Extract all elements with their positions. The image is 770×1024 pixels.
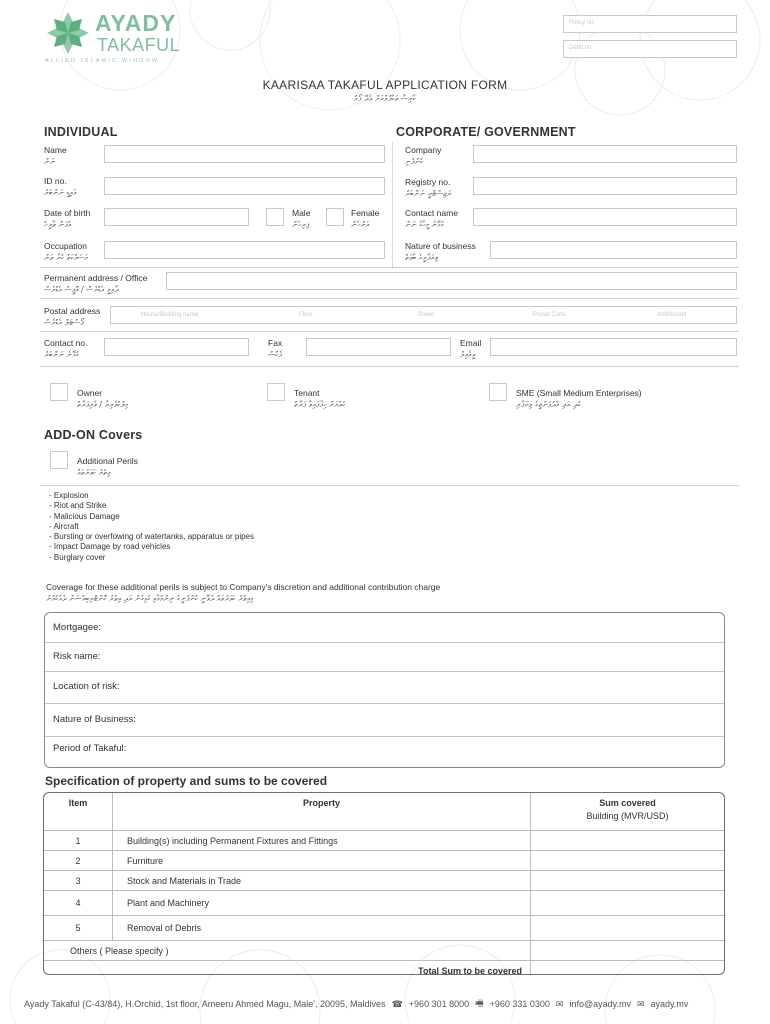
- contact-no-label: Contact no.: [44, 338, 88, 348]
- fax-field[interactable]: [306, 338, 451, 356]
- divider: [40, 331, 739, 332]
- individual-heading: INDIVIDUAL: [44, 125, 118, 139]
- additional-perils-checkbox[interactable]: [50, 451, 68, 469]
- policy-no-placeholder: Policy no.: [569, 20, 596, 26]
- total-label: Total Sum to be covered: [44, 961, 531, 976]
- additional-perils-label-dv: އިތުރު ކަވަރުތައް: [77, 468, 111, 477]
- divider: [40, 267, 739, 268]
- col-sum-subheader: Building (MVR/USD): [586, 811, 669, 821]
- dob-label-dv: އުފަން ތާރީޚު: [44, 220, 72, 229]
- brand-name: AYADY: [95, 10, 177, 36]
- table-row: [44, 941, 725, 961]
- footer-fax: +960 331 0300: [489, 999, 550, 1009]
- list-item: - Malicious Damage: [49, 511, 120, 521]
- company-field[interactable]: [473, 145, 737, 163]
- table-row: [44, 871, 725, 891]
- owner-label-dv: މިލްކުވެރިޔާ / ވެރިފަރާތް: [77, 400, 128, 409]
- contact-name-label-dv: ގުޅޭނެ މީހާގެ ނަން: [405, 220, 444, 229]
- postal-placeholder-atoll: Atoll/Island: [657, 312, 687, 318]
- nature-of-business-field[interactable]: [490, 241, 737, 259]
- mail-icon: ✉: [555, 998, 564, 1009]
- item-cell: 3: [44, 871, 113, 891]
- male-label-dv: ފިރިހެން: [292, 220, 310, 229]
- id-no-field[interactable]: [104, 177, 385, 195]
- male-checkbox[interactable]: [266, 208, 284, 226]
- occupation-label: Occupation: [44, 241, 87, 251]
- perils-list: [49, 491, 254, 563]
- brand-sub: TAKAFUL: [97, 35, 181, 55]
- corporate-heading: CORPORATE/ GOVERNMENT: [396, 125, 576, 139]
- table-row: [44, 851, 725, 871]
- item-cell: 1: [44, 831, 113, 851]
- coverage-note-dv: މިއިތުރު ކަވަރުތައް ދެވޭނީ ކުންފުނީގެ ނިންމުމާއި ގުޅިގެން އަދި އިތުރު ކޮންޓްރިބިއުޝަން ދެއްކުމުން: [46, 594, 254, 603]
- email-label: Email: [460, 338, 482, 348]
- property-cell: Plant and Machinery: [113, 891, 531, 916]
- form-title-dv: ކާރިސާ ތަކާފުލްއަށް އެދޭ ފޯމު: [354, 94, 416, 103]
- location-label: Location of risk:: [53, 681, 120, 692]
- sum-cell[interactable]: [531, 871, 725, 891]
- fax-icon: 🖷: [475, 998, 484, 1008]
- nature-of-business-label-dv: ވިޔަފާރީގެ ބާވަތް: [405, 253, 439, 262]
- dob-label: Date of birth: [44, 208, 91, 218]
- total-sum-cell[interactable]: [531, 961, 725, 976]
- tenant-label: Tenant: [294, 388, 320, 398]
- phone-icon: ☎: [391, 998, 403, 1009]
- footer: [24, 997, 746, 1011]
- table-total-row: [44, 961, 725, 976]
- risk-name-label: Risk name:: [53, 651, 101, 662]
- female-checkbox[interactable]: [326, 208, 344, 226]
- brand-logo: [45, 8, 195, 64]
- column-divider: [392, 142, 393, 268]
- risk-name-row[interactable]: [45, 642, 724, 672]
- footer-email[interactable]: info@ayady.mv: [569, 999, 631, 1009]
- nature-of-business-label: Nature of business: [405, 241, 476, 251]
- postal-placeholder-building: House/Building name: [141, 312, 199, 318]
- form-title: KAARISAA TAKAFUL APPLICATION FORM: [262, 78, 508, 92]
- period-row[interactable]: [45, 736, 724, 766]
- sme-label-dv: ކުދި އަދި މެދުފަންތީގެ ވިޔަފާރި: [516, 400, 581, 409]
- spec-heading: Specification of property and sums to be covered: [45, 774, 328, 788]
- debit-no-placeholder: Debit no.: [569, 45, 594, 51]
- postal-placeholder-floor: Floor: [299, 312, 313, 318]
- name-label: Name: [44, 145, 67, 155]
- item-cell: 5: [44, 916, 113, 941]
- female-label-dv: އަންހެން: [351, 220, 370, 229]
- footer-address: Ayady Takaful (C-43/84), H.Orchid, 1st floor, Ameeru Ahmed Magu, Male', 20095, Maldives: [24, 999, 386, 1009]
- col-item-header: Item: [44, 793, 113, 831]
- male-label: Male: [292, 208, 311, 218]
- item-cell: 4: [44, 891, 113, 916]
- footer-phone: +960 301 8000: [408, 999, 470, 1009]
- occupation-field[interactable]: [104, 241, 385, 259]
- tenant-checkbox[interactable]: [267, 383, 285, 401]
- divider: [40, 366, 739, 367]
- divider: [40, 485, 739, 486]
- sum-cell[interactable]: [531, 941, 725, 961]
- logo-emblem-icon: [45, 10, 91, 56]
- table-header-row: [44, 793, 725, 831]
- col-sum-header: Sum covered Building (MVR/USD): [531, 793, 725, 831]
- property-cell: Removal of Debris: [113, 916, 531, 941]
- owner-checkbox[interactable]: [50, 383, 68, 401]
- registry-no-field[interactable]: [473, 177, 737, 195]
- debit-no-field[interactable]: [563, 40, 737, 58]
- name-label-dv: ނަން: [44, 157, 56, 166]
- sme-checkbox[interactable]: [489, 383, 507, 401]
- id-no-label: ID no.: [44, 176, 67, 186]
- additional-perils-label: Additional Perils: [77, 456, 138, 466]
- permanent-address-label-dv: ދާއިމީ އެޑްރެސް / އޮފީސް އެޑްރެސް: [44, 285, 119, 294]
- spec-table: [43, 792, 725, 975]
- permanent-address-label: Permanent address / Office: [44, 273, 148, 283]
- company-label: Company: [405, 145, 442, 155]
- item-cell: 2: [44, 851, 113, 871]
- table-row: [44, 831, 725, 851]
- postal-placeholder-postal-code: Postal Code: [533, 312, 566, 318]
- col-property-header: Property: [113, 793, 531, 831]
- table-row: [44, 891, 725, 916]
- contact-no-label-dv: ގުޅޭނެ ނަންބަރު: [44, 350, 79, 359]
- location-row[interactable]: [45, 671, 724, 704]
- email-label-dv: އީމެއިލް: [460, 350, 476, 359]
- others-cell[interactable]: Others ( Please specify ): [44, 941, 531, 961]
- table-row: [44, 916, 725, 941]
- property-cell: Building(s) including Permanent Fixtures and Fittings: [113, 831, 531, 851]
- occupation-label-dv: މަސައްކަތް ކުރާ ތަން: [44, 253, 88, 262]
- list-item: - Explosion: [49, 491, 89, 500]
- permanent-address-field[interactable]: [166, 272, 737, 290]
- risk-details-box: [44, 612, 725, 768]
- company-label-dv: ކުންފުނި: [405, 157, 424, 166]
- registry-no-label: Registry no.: [405, 177, 451, 187]
- list-item: - Aircraft: [49, 521, 79, 531]
- email-field[interactable]: [490, 338, 737, 356]
- period-label: Period of Takaful:: [53, 743, 127, 754]
- sum-cell[interactable]: [531, 831, 725, 851]
- mortgagee-row[interactable]: [45, 613, 724, 643]
- name-field[interactable]: [104, 145, 385, 163]
- sum-cell[interactable]: [531, 916, 725, 941]
- web-icon: ✉: [636, 998, 645, 1009]
- postal-address-label-dv: ޕޯސްޓަލް އެޑްރެސް: [44, 318, 84, 327]
- brand-tagline: ALLIED ISLAMIC WINDOW: [45, 58, 160, 64]
- policy-no-field[interactable]: [563, 15, 737, 33]
- sme-label: SME (Small Medium Enterprises): [516, 388, 642, 398]
- dob-field[interactable]: [104, 208, 249, 226]
- property-cell: Stock and Materials in Trade: [113, 871, 531, 891]
- divider: [40, 298, 739, 299]
- addon-heading: ADD-ON Covers: [44, 428, 143, 442]
- postal-address-field[interactable]: [110, 306, 737, 324]
- list-item: - Bursting or overfowing of watertanks, apparatus or pipes: [49, 532, 254, 542]
- sum-cell[interactable]: [531, 851, 725, 871]
- postal-placeholder-street: Street: [418, 312, 435, 318]
- coverage-note: Coverage for these additional perils is subject to Company's discretion and additional contribution charge: [46, 582, 441, 592]
- property-cell: Furniture: [113, 851, 531, 871]
- owner-label: Owner: [77, 388, 103, 398]
- footer-web[interactable]: ayady.mv: [650, 999, 689, 1009]
- fax-label: Fax: [268, 338, 283, 348]
- nature-row[interactable]: [45, 703, 724, 737]
- fax-label-dv: ފެކްސް: [268, 350, 282, 359]
- spec-table-box: [43, 792, 725, 975]
- contact-name-label: Contact name: [405, 208, 458, 218]
- contact-no-field[interactable]: [104, 338, 249, 356]
- registry-no-label-dv: ރަޖިސްޓްރީ ނަންބަރު: [405, 189, 452, 198]
- nature-label: Nature of Business:: [53, 714, 136, 725]
- list-item: - Burglary cover: [49, 552, 106, 562]
- sum-cell[interactable]: [531, 891, 725, 916]
- mortgagee-label: Mortgagee:: [53, 622, 102, 633]
- list-item: - Riot and Strike: [49, 501, 107, 511]
- list-item: - Impact Damage by road vehicles: [49, 542, 171, 552]
- contact-name-field[interactable]: [473, 208, 737, 226]
- postal-address-label: Postal address: [44, 306, 101, 316]
- female-label: Female: [351, 208, 380, 218]
- tenant-label-dv: ކުއްޔަށް ހިފާފައިވާ ފަރާތް: [294, 400, 346, 409]
- id-no-label-dv: އައިޑީ ނަންބަރު: [44, 188, 77, 197]
